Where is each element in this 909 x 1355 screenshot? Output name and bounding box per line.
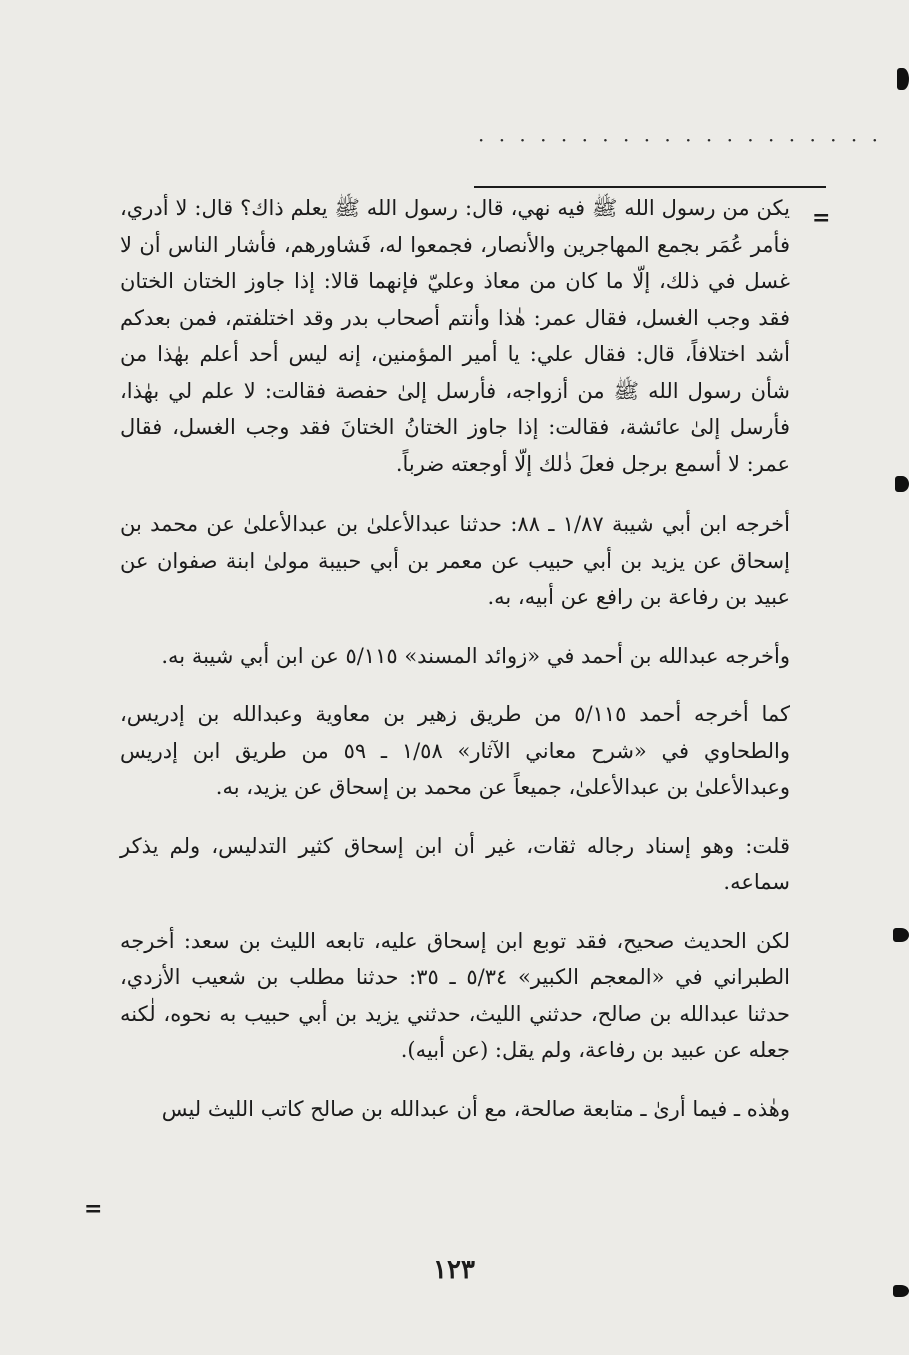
page-edge-mark: [897, 68, 909, 90]
page-edge-mark: [895, 476, 909, 492]
continuation-mark-bottom: =: [84, 1196, 103, 1222]
continuation-mark-top: =: [812, 205, 831, 231]
page-number: ١٢٣: [433, 1255, 475, 1285]
footnote-text-column: [120, 190, 790, 1149]
paragraph-hadith-text: يكن من رسول الله ﷺ فيه نهي، قال: رسول الله ﷺ يعلم ذاك؟ قال: لا أدري، فأمر عُمَر بجمع المهاجرين والأنصار، فجمعوا له، فَشاورهم، فأشار الناس أن لا غسل في ذلك، إلّا ما كان من معاذ وعليّ فإنهما قالا: إذا جاوز الختان الختان فقد وجب الغسل، فقال عمر: هٰذا وأنتم أصحاب بدر وقد اختلفتم، فمن بعدكم أشد اختلافاً، قال: فقال علي: يا أمير المؤمنين، إنه ليس أحد أعلم بهٰذا من شأن رسول الله ﷺ من أزواجه، فأرسل إلىٰ حفصة فقالت: لا علم لي بهٰذا، فأرسل إلىٰ عائشة، فقالت: إذا جاوز الختانُ الختانَ فقد وجب الغسل، فقال عمر: لا أسمع برجل فعلَ ذٰلك إلّا أوجعته ضرباً.: [120, 196, 790, 476]
running-header-dots: · · · · · · · · · · · · · · · · · · · ·: [478, 128, 882, 152]
paragraph-qultu-comment: قلت: وهو إسناد رجاله ثقات، غير أن ابن إسحاق كثير التدليس، ولم يذكر سماعه.: [120, 833, 790, 894]
paragraph-mutabaah-layth: لكن الحديث صحيح، فقد توبع ابن إسحاق عليه، تابعه الليث بن سعد: أخرجه الطبراني في «المعجم الكبير» ٥/٣٤ ـ ٣٥: حدثنا مطلب بن شعيب الأزدي، حدثنا عبدالله بن صالح، حدثني الليث، حدثني يزيد بن أبي حبيب به نحوه، لٰكنه جعله عن عبيد بن رفاعة، ولم يقل: (عن أبيه).: [120, 928, 790, 1062]
footnote-separator-rule: [474, 186, 826, 188]
page-edge-mark: [893, 928, 909, 942]
paragraph-takhrij-abdullah-ibn-ahmad: وأخرجه عبدالله بن أحمد في «زوائد المسند» ٥/١١٥ عن ابن أبي شيبة به.: [161, 643, 790, 668]
page-edge-mark: [893, 1285, 909, 1297]
paragraph-takhrij-ibn-abi-shaybah: أخرجه ابن أبي شيبة ١/٨٧ ـ ٨٨: حدثنا عبدالأعلىٰ بن عبدالأعلىٰ عن محمد بن إسحاق عن يزيد بن أبي حبيب عن معمر بن أبي حبيبة مولىٰ ابنة صفوان عن عبيد بن رفاعة بن رافع عن أبيه، به.: [120, 512, 790, 609]
paragraph-takhrij-ahmad-tahawi: كما أخرجه أحمد ٥/١١٥ من طريق زهير بن معاوية وعبدالله بن إدريس، والطحاوي في «شرح معاني الآثار» ١/٥٨ ـ ٥٩ من طريق ابن إدريس وعبدالأعلىٰ بن عبدالأعلىٰ، جميعاً عن محمد بن إسحاق عن يزيد، به.: [120, 702, 790, 799]
paragraph-closing-continued: وهٰذه ـ فيما أرىٰ ـ متابعة صالحة، مع أن عبدالله بن صالح كاتب الليث ليس: [161, 1096, 790, 1121]
